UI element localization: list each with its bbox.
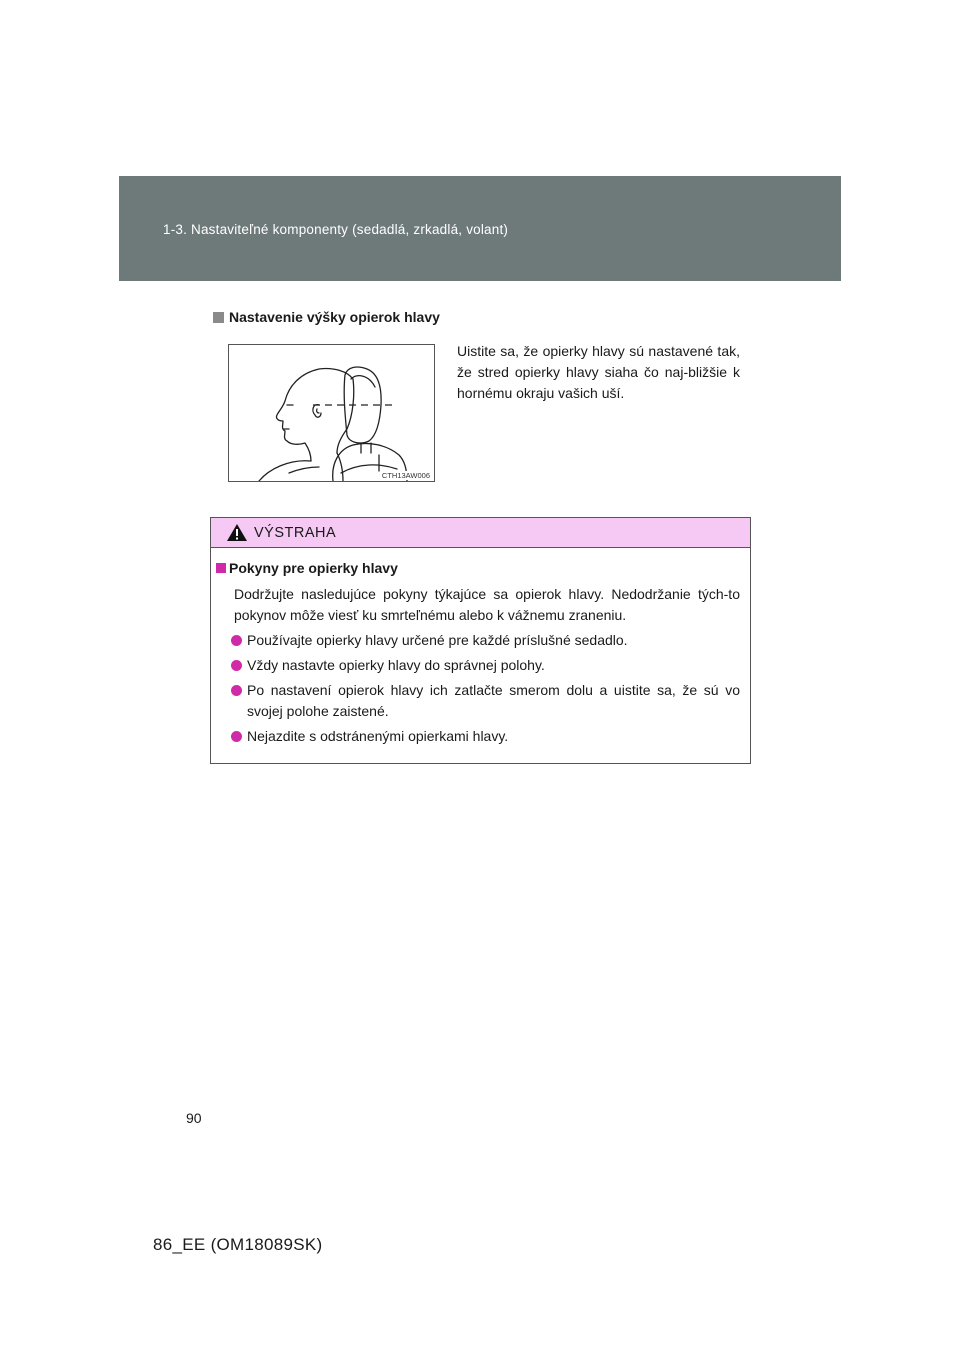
warning-triangle-icon (226, 523, 248, 542)
section-title: 1-3. Nastaviteľné komponenty (sedadlá, zrkadlá, volant) (163, 222, 509, 237)
warning-header (211, 518, 750, 548)
list-item: Po nastavení opierok hlavy ich zatlačte smerom dolu a uistite sa, že sú vo svojej polohe zaistené. (216, 680, 740, 722)
bullet-dot-icon (231, 685, 242, 696)
section-heading-text: Nastavenie výšky opierok hlavy (229, 309, 440, 325)
bullet-dot-icon (231, 660, 242, 671)
warning-intro: Dodržujte nasledujúce pokyny týkajúce sa opierok hlavy. Nedodržanie tých-to pokynov môže viesť ku smrteľnému alebo k vážnemu zraneniu. (234, 586, 740, 623)
list-item: Nejazdite s odstránenými opierkami hlavy. (216, 726, 740, 747)
warning-body (211, 548, 750, 747)
warning-title: VÝSTRAHA (254, 524, 337, 541)
list-item: Vždy nastavte opierky hlavy do správnej polohy. (216, 655, 740, 676)
warning-box (210, 517, 751, 764)
headrest-illustration (228, 344, 435, 482)
intro-paragraph: Uistite sa, že opierky hlavy sú nastavené tak, že stred opierky hlavy siaha čo naj-bližšie k hornému okraju vašich uší. (457, 343, 740, 401)
head-and-headrest-drawing (229, 345, 434, 481)
header-band (119, 176, 841, 281)
figure-code: CTH13AW006 (381, 471, 430, 480)
bullet-dot-icon (231, 731, 242, 742)
document-code: 86_EE (OM18089SK) (153, 1235, 323, 1254)
page-number: 90 (186, 1110, 202, 1126)
square-bullet-icon (216, 563, 226, 573)
bullet-dot-icon (231, 635, 242, 646)
square-bullet-icon (213, 312, 224, 323)
warning-heading (216, 560, 740, 576)
warning-heading-text: Pokyny pre opierky hlavy (229, 560, 398, 576)
warning-list (216, 630, 740, 747)
section-heading (213, 309, 440, 325)
list-item: Používajte opierky hlavy určené pre každé príslušné sedadlo. (216, 630, 740, 651)
